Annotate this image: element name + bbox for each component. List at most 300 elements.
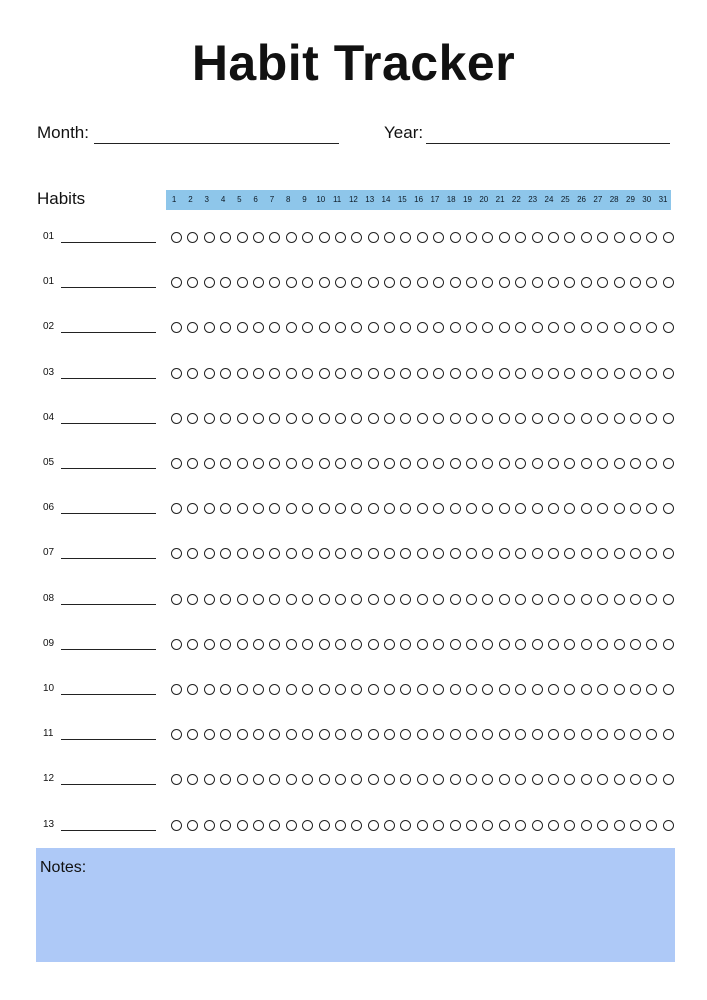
day-checkbox[interactable] <box>417 639 428 650</box>
day-checkbox[interactable] <box>286 729 297 740</box>
day-checkbox[interactable] <box>499 774 510 785</box>
day-checkbox[interactable] <box>466 774 477 785</box>
day-checkbox[interactable] <box>286 594 297 605</box>
day-checkbox[interactable] <box>482 774 493 785</box>
day-checkbox[interactable] <box>597 503 608 514</box>
day-checkbox[interactable] <box>269 774 280 785</box>
day-checkbox[interactable] <box>548 458 559 469</box>
day-checkbox[interactable] <box>286 322 297 333</box>
day-checkbox[interactable] <box>548 729 559 740</box>
day-checkbox[interactable] <box>433 503 444 514</box>
day-checkbox[interactable] <box>597 639 608 650</box>
day-checkbox[interactable] <box>237 684 248 695</box>
day-checkbox[interactable] <box>286 232 297 243</box>
day-checkbox[interactable] <box>253 594 264 605</box>
day-checkbox[interactable] <box>400 277 411 288</box>
day-checkbox[interactable] <box>319 413 330 424</box>
day-checkbox[interactable] <box>532 413 543 424</box>
day-checkbox[interactable] <box>237 322 248 333</box>
day-checkbox[interactable] <box>351 548 362 559</box>
day-checkbox[interactable] <box>581 232 592 243</box>
day-checkbox[interactable] <box>564 458 575 469</box>
day-checkbox[interactable] <box>384 458 395 469</box>
day-checkbox[interactable] <box>220 503 231 514</box>
day-checkbox[interactable] <box>482 594 493 605</box>
day-checkbox[interactable] <box>663 322 674 333</box>
day-checkbox[interactable] <box>646 684 657 695</box>
day-checkbox[interactable] <box>368 503 379 514</box>
day-checkbox[interactable] <box>368 413 379 424</box>
day-checkbox[interactable] <box>663 684 674 695</box>
day-checkbox[interactable] <box>433 368 444 379</box>
day-checkbox[interactable] <box>417 684 428 695</box>
day-checkbox[interactable] <box>302 774 313 785</box>
day-checkbox[interactable] <box>187 594 198 605</box>
day-checkbox[interactable] <box>548 684 559 695</box>
day-checkbox[interactable] <box>564 368 575 379</box>
day-checkbox[interactable] <box>646 594 657 605</box>
day-checkbox[interactable] <box>532 820 543 831</box>
day-checkbox[interactable] <box>515 774 526 785</box>
day-checkbox[interactable] <box>564 322 575 333</box>
day-checkbox[interactable] <box>269 639 280 650</box>
habit-name-field[interactable] <box>61 558 156 559</box>
day-checkbox[interactable] <box>630 232 641 243</box>
day-checkbox[interactable] <box>614 684 625 695</box>
day-checkbox[interactable] <box>237 594 248 605</box>
habit-name-field[interactable] <box>61 287 156 288</box>
day-checkbox[interactable] <box>187 413 198 424</box>
day-checkbox[interactable] <box>548 639 559 650</box>
day-checkbox[interactable] <box>302 413 313 424</box>
day-checkbox[interactable] <box>253 503 264 514</box>
habit-name-field[interactable] <box>61 423 156 424</box>
day-checkbox[interactable] <box>466 232 477 243</box>
day-checkbox[interactable] <box>564 774 575 785</box>
day-checkbox[interactable] <box>204 413 215 424</box>
day-checkbox[interactable] <box>614 277 625 288</box>
day-checkbox[interactable] <box>351 684 362 695</box>
day-checkbox[interactable] <box>663 548 674 559</box>
day-checkbox[interactable] <box>400 820 411 831</box>
day-checkbox[interactable] <box>368 639 379 650</box>
day-checkbox[interactable] <box>417 548 428 559</box>
day-checkbox[interactable] <box>253 684 264 695</box>
day-checkbox[interactable] <box>384 368 395 379</box>
day-checkbox[interactable] <box>220 548 231 559</box>
day-checkbox[interactable] <box>171 594 182 605</box>
day-checkbox[interactable] <box>351 458 362 469</box>
day-checkbox[interactable] <box>400 368 411 379</box>
day-checkbox[interactable] <box>597 322 608 333</box>
day-checkbox[interactable] <box>597 729 608 740</box>
day-checkbox[interactable] <box>450 594 461 605</box>
day-checkbox[interactable] <box>614 503 625 514</box>
day-checkbox[interactable] <box>220 639 231 650</box>
day-checkbox[interactable] <box>171 458 182 469</box>
day-checkbox[interactable] <box>319 548 330 559</box>
day-checkbox[interactable] <box>171 503 182 514</box>
day-checkbox[interactable] <box>335 684 346 695</box>
day-checkbox[interactable] <box>220 322 231 333</box>
day-checkbox[interactable] <box>237 729 248 740</box>
day-checkbox[interactable] <box>482 548 493 559</box>
day-checkbox[interactable] <box>597 594 608 605</box>
day-checkbox[interactable] <box>269 594 280 605</box>
day-checkbox[interactable] <box>384 639 395 650</box>
day-checkbox[interactable] <box>417 458 428 469</box>
day-checkbox[interactable] <box>269 729 280 740</box>
day-checkbox[interactable] <box>204 820 215 831</box>
day-checkbox[interactable] <box>237 639 248 650</box>
habit-name-field[interactable] <box>61 332 156 333</box>
day-checkbox[interactable] <box>269 277 280 288</box>
day-checkbox[interactable] <box>614 548 625 559</box>
day-checkbox[interactable] <box>614 413 625 424</box>
day-checkbox[interactable] <box>220 458 231 469</box>
day-checkbox[interactable] <box>532 277 543 288</box>
day-checkbox[interactable] <box>515 639 526 650</box>
day-checkbox[interactable] <box>433 684 444 695</box>
day-checkbox[interactable] <box>581 639 592 650</box>
day-checkbox[interactable] <box>466 684 477 695</box>
day-checkbox[interactable] <box>433 277 444 288</box>
day-checkbox[interactable] <box>581 368 592 379</box>
day-checkbox[interactable] <box>384 413 395 424</box>
day-checkbox[interactable] <box>171 368 182 379</box>
day-checkbox[interactable] <box>171 548 182 559</box>
day-checkbox[interactable] <box>548 277 559 288</box>
day-checkbox[interactable] <box>400 684 411 695</box>
day-checkbox[interactable] <box>187 368 198 379</box>
day-checkbox[interactable] <box>499 729 510 740</box>
day-checkbox[interactable] <box>171 232 182 243</box>
day-checkbox[interactable] <box>548 368 559 379</box>
day-checkbox[interactable] <box>368 458 379 469</box>
day-checkbox[interactable] <box>400 503 411 514</box>
day-checkbox[interactable] <box>319 232 330 243</box>
day-checkbox[interactable] <box>515 368 526 379</box>
day-checkbox[interactable] <box>548 774 559 785</box>
day-checkbox[interactable] <box>548 322 559 333</box>
day-checkbox[interactable] <box>237 820 248 831</box>
day-checkbox[interactable] <box>581 322 592 333</box>
day-checkbox[interactable] <box>187 232 198 243</box>
day-checkbox[interactable] <box>482 729 493 740</box>
day-checkbox[interactable] <box>335 413 346 424</box>
day-checkbox[interactable] <box>564 639 575 650</box>
day-checkbox[interactable] <box>630 594 641 605</box>
day-checkbox[interactable] <box>302 639 313 650</box>
day-checkbox[interactable] <box>433 322 444 333</box>
day-checkbox[interactable] <box>663 413 674 424</box>
day-checkbox[interactable] <box>384 684 395 695</box>
day-checkbox[interactable] <box>499 684 510 695</box>
day-checkbox[interactable] <box>187 277 198 288</box>
day-checkbox[interactable] <box>614 458 625 469</box>
day-checkbox[interactable] <box>597 232 608 243</box>
day-checkbox[interactable] <box>335 277 346 288</box>
day-checkbox[interactable] <box>368 548 379 559</box>
day-checkbox[interactable] <box>286 639 297 650</box>
day-checkbox[interactable] <box>204 684 215 695</box>
day-checkbox[interactable] <box>548 820 559 831</box>
day-checkbox[interactable] <box>450 548 461 559</box>
day-checkbox[interactable] <box>532 729 543 740</box>
day-checkbox[interactable] <box>335 820 346 831</box>
day-checkbox[interactable] <box>253 639 264 650</box>
day-checkbox[interactable] <box>368 232 379 243</box>
day-checkbox[interactable] <box>204 322 215 333</box>
day-checkbox[interactable] <box>384 277 395 288</box>
day-checkbox[interactable] <box>564 232 575 243</box>
day-checkbox[interactable] <box>269 232 280 243</box>
day-checkbox[interactable] <box>417 729 428 740</box>
day-checkbox[interactable] <box>630 413 641 424</box>
day-checkbox[interactable] <box>400 774 411 785</box>
day-checkbox[interactable] <box>581 594 592 605</box>
day-checkbox[interactable] <box>515 548 526 559</box>
day-checkbox[interactable] <box>663 820 674 831</box>
day-checkbox[interactable] <box>319 458 330 469</box>
day-checkbox[interactable] <box>663 368 674 379</box>
day-checkbox[interactable] <box>351 820 362 831</box>
day-checkbox[interactable] <box>630 503 641 514</box>
day-checkbox[interactable] <box>417 277 428 288</box>
day-checkbox[interactable] <box>515 594 526 605</box>
day-checkbox[interactable] <box>384 774 395 785</box>
day-checkbox[interactable] <box>302 322 313 333</box>
day-checkbox[interactable] <box>581 458 592 469</box>
day-checkbox[interactable] <box>220 232 231 243</box>
day-checkbox[interactable] <box>400 594 411 605</box>
day-checkbox[interactable] <box>269 458 280 469</box>
day-checkbox[interactable] <box>368 368 379 379</box>
day-checkbox[interactable] <box>597 458 608 469</box>
day-checkbox[interactable] <box>187 458 198 469</box>
day-checkbox[interactable] <box>319 774 330 785</box>
day-checkbox[interactable] <box>663 232 674 243</box>
day-checkbox[interactable] <box>237 277 248 288</box>
day-checkbox[interactable] <box>548 503 559 514</box>
day-checkbox[interactable] <box>630 774 641 785</box>
day-checkbox[interactable] <box>269 684 280 695</box>
day-checkbox[interactable] <box>630 277 641 288</box>
year-field[interactable] <box>426 143 670 144</box>
day-checkbox[interactable] <box>450 232 461 243</box>
day-checkbox[interactable] <box>286 277 297 288</box>
day-checkbox[interactable] <box>532 503 543 514</box>
day-checkbox[interactable] <box>351 774 362 785</box>
habit-name-field[interactable] <box>61 468 156 469</box>
day-checkbox[interactable] <box>630 548 641 559</box>
day-checkbox[interactable] <box>597 368 608 379</box>
day-checkbox[interactable] <box>220 820 231 831</box>
day-checkbox[interactable] <box>466 639 477 650</box>
day-checkbox[interactable] <box>319 277 330 288</box>
day-checkbox[interactable] <box>417 413 428 424</box>
day-checkbox[interactable] <box>286 503 297 514</box>
day-checkbox[interactable] <box>417 368 428 379</box>
day-checkbox[interactable] <box>630 368 641 379</box>
day-checkbox[interactable] <box>515 684 526 695</box>
day-checkbox[interactable] <box>466 729 477 740</box>
day-checkbox[interactable] <box>663 277 674 288</box>
day-checkbox[interactable] <box>433 548 444 559</box>
day-checkbox[interactable] <box>433 232 444 243</box>
day-checkbox[interactable] <box>663 503 674 514</box>
day-checkbox[interactable] <box>335 368 346 379</box>
day-checkbox[interactable] <box>499 820 510 831</box>
day-checkbox[interactable] <box>499 413 510 424</box>
day-checkbox[interactable] <box>384 594 395 605</box>
day-checkbox[interactable] <box>368 820 379 831</box>
day-checkbox[interactable] <box>466 548 477 559</box>
day-checkbox[interactable] <box>400 548 411 559</box>
day-checkbox[interactable] <box>548 548 559 559</box>
day-checkbox[interactable] <box>548 594 559 605</box>
day-checkbox[interactable] <box>220 684 231 695</box>
day-checkbox[interactable] <box>646 503 657 514</box>
day-checkbox[interactable] <box>171 820 182 831</box>
day-checkbox[interactable] <box>597 684 608 695</box>
day-checkbox[interactable] <box>450 277 461 288</box>
habit-name-field[interactable] <box>61 242 156 243</box>
day-checkbox[interactable] <box>171 684 182 695</box>
day-checkbox[interactable] <box>630 820 641 831</box>
day-checkbox[interactable] <box>368 729 379 740</box>
day-checkbox[interactable] <box>614 820 625 831</box>
day-checkbox[interactable] <box>433 594 444 605</box>
day-checkbox[interactable] <box>351 729 362 740</box>
day-checkbox[interactable] <box>597 413 608 424</box>
day-checkbox[interactable] <box>597 820 608 831</box>
day-checkbox[interactable] <box>548 413 559 424</box>
day-checkbox[interactable] <box>204 458 215 469</box>
day-checkbox[interactable] <box>335 458 346 469</box>
day-checkbox[interactable] <box>204 594 215 605</box>
day-checkbox[interactable] <box>466 458 477 469</box>
day-checkbox[interactable] <box>597 548 608 559</box>
day-checkbox[interactable] <box>482 639 493 650</box>
day-checkbox[interactable] <box>630 729 641 740</box>
day-checkbox[interactable] <box>286 413 297 424</box>
day-checkbox[interactable] <box>532 594 543 605</box>
day-checkbox[interactable] <box>450 322 461 333</box>
day-checkbox[interactable] <box>515 232 526 243</box>
day-checkbox[interactable] <box>368 684 379 695</box>
day-checkbox[interactable] <box>466 503 477 514</box>
day-checkbox[interactable] <box>450 774 461 785</box>
day-checkbox[interactable] <box>597 277 608 288</box>
day-checkbox[interactable] <box>286 368 297 379</box>
day-checkbox[interactable] <box>482 684 493 695</box>
day-checkbox[interactable] <box>253 774 264 785</box>
day-checkbox[interactable] <box>499 548 510 559</box>
day-checkbox[interactable] <box>450 503 461 514</box>
day-checkbox[interactable] <box>204 232 215 243</box>
day-checkbox[interactable] <box>433 774 444 785</box>
day-checkbox[interactable] <box>237 503 248 514</box>
day-checkbox[interactable] <box>548 232 559 243</box>
day-checkbox[interactable] <box>335 594 346 605</box>
day-checkbox[interactable] <box>646 639 657 650</box>
day-checkbox[interactable] <box>384 503 395 514</box>
habit-name-field[interactable] <box>61 649 156 650</box>
notes-box[interactable] <box>36 848 675 962</box>
day-checkbox[interactable] <box>253 548 264 559</box>
day-checkbox[interactable] <box>220 729 231 740</box>
day-checkbox[interactable] <box>515 277 526 288</box>
day-checkbox[interactable] <box>466 594 477 605</box>
day-checkbox[interactable] <box>220 368 231 379</box>
day-checkbox[interactable] <box>253 322 264 333</box>
day-checkbox[interactable] <box>564 548 575 559</box>
day-checkbox[interactable] <box>646 458 657 469</box>
day-checkbox[interactable] <box>302 503 313 514</box>
day-checkbox[interactable] <box>646 277 657 288</box>
day-checkbox[interactable] <box>630 322 641 333</box>
day-checkbox[interactable] <box>450 729 461 740</box>
day-checkbox[interactable] <box>532 322 543 333</box>
day-checkbox[interactable] <box>204 774 215 785</box>
day-checkbox[interactable] <box>335 639 346 650</box>
day-checkbox[interactable] <box>269 548 280 559</box>
day-checkbox[interactable] <box>368 774 379 785</box>
day-checkbox[interactable] <box>187 729 198 740</box>
day-checkbox[interactable] <box>220 413 231 424</box>
day-checkbox[interactable] <box>515 458 526 469</box>
day-checkbox[interactable] <box>269 503 280 514</box>
day-checkbox[interactable] <box>319 684 330 695</box>
day-checkbox[interactable] <box>433 413 444 424</box>
day-checkbox[interactable] <box>187 684 198 695</box>
day-checkbox[interactable] <box>597 774 608 785</box>
day-checkbox[interactable] <box>351 322 362 333</box>
day-checkbox[interactable] <box>532 548 543 559</box>
day-checkbox[interactable] <box>482 820 493 831</box>
day-checkbox[interactable] <box>482 277 493 288</box>
day-checkbox[interactable] <box>220 277 231 288</box>
day-checkbox[interactable] <box>646 232 657 243</box>
day-checkbox[interactable] <box>417 503 428 514</box>
day-checkbox[interactable] <box>614 368 625 379</box>
day-checkbox[interactable] <box>450 458 461 469</box>
day-checkbox[interactable] <box>646 322 657 333</box>
day-checkbox[interactable] <box>368 322 379 333</box>
day-checkbox[interactable] <box>204 548 215 559</box>
day-checkbox[interactable] <box>466 277 477 288</box>
day-checkbox[interactable] <box>171 322 182 333</box>
day-checkbox[interactable] <box>614 639 625 650</box>
day-checkbox[interactable] <box>564 277 575 288</box>
day-checkbox[interactable] <box>237 413 248 424</box>
day-checkbox[interactable] <box>663 594 674 605</box>
day-checkbox[interactable] <box>187 322 198 333</box>
day-checkbox[interactable] <box>204 639 215 650</box>
day-checkbox[interactable] <box>253 277 264 288</box>
day-checkbox[interactable] <box>581 277 592 288</box>
day-checkbox[interactable] <box>400 232 411 243</box>
day-checkbox[interactable] <box>384 820 395 831</box>
habit-name-field[interactable] <box>61 784 156 785</box>
day-checkbox[interactable] <box>499 639 510 650</box>
day-checkbox[interactable] <box>319 729 330 740</box>
day-checkbox[interactable] <box>171 413 182 424</box>
day-checkbox[interactable] <box>384 322 395 333</box>
day-checkbox[interactable] <box>400 639 411 650</box>
day-checkbox[interactable] <box>351 594 362 605</box>
